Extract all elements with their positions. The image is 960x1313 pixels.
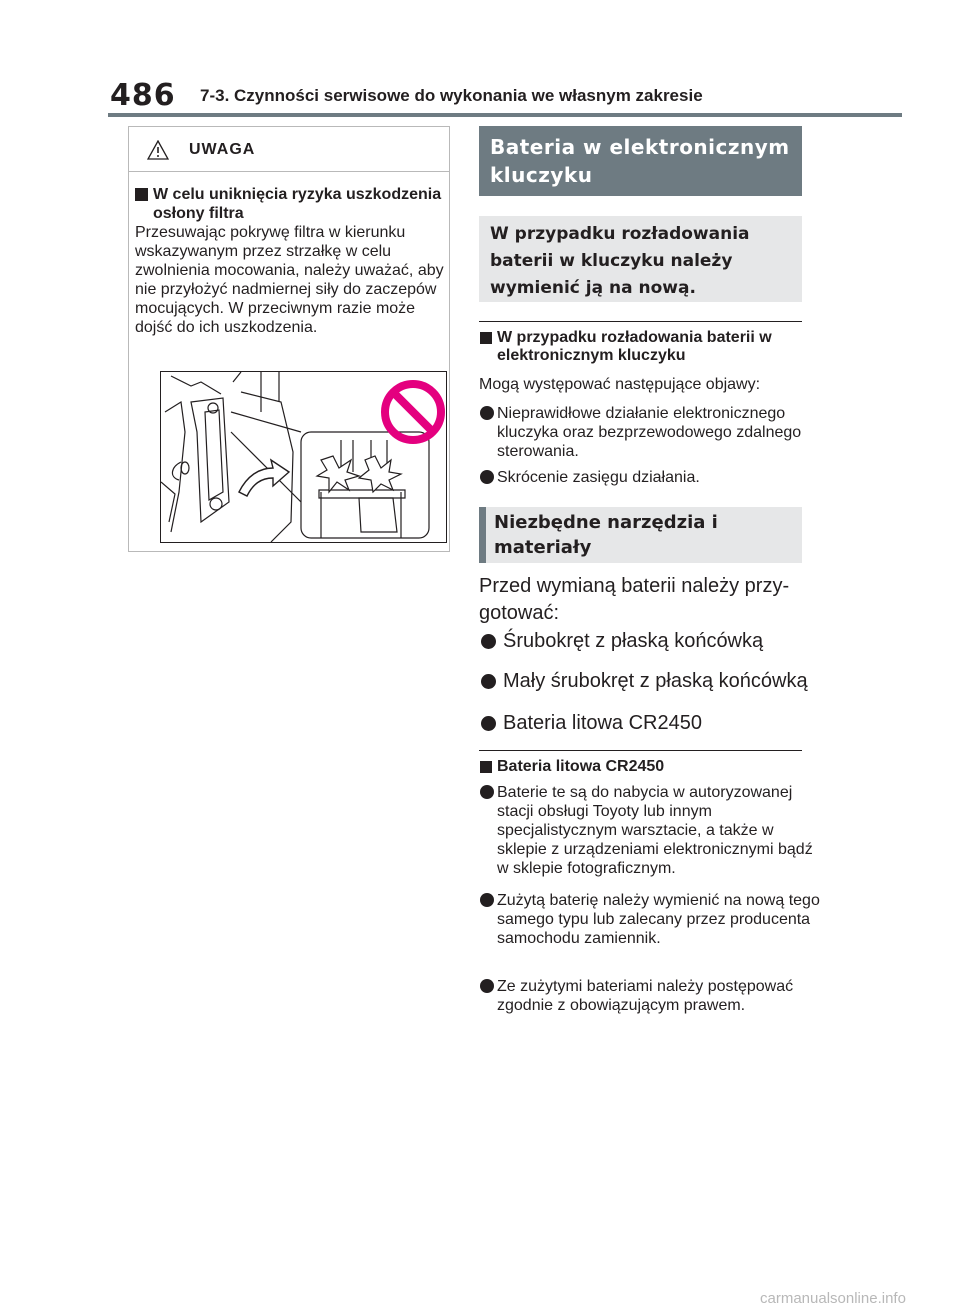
square-bullet-icon <box>135 188 148 201</box>
square-bullet-icon <box>480 761 492 773</box>
section-summary: W przypadku rozładowania baterii w kluczyku należy wymienić ją na nową. <box>479 216 802 302</box>
caution-subheading: W celu uniknięcia ryzyka uszkodzenia osłony filtra <box>135 185 458 223</box>
caution-box <box>128 126 450 552</box>
section-title-tools: Niezbędne narzędzia i materiały <box>479 507 802 563</box>
bullet-dot-icon <box>480 406 494 420</box>
warning-triangle-icon <box>147 140 169 160</box>
bullet-dot-icon <box>480 470 494 484</box>
subheading-discharge: W przypadku rozładowania baterii w elektronicznym kluczyku <box>479 329 820 365</box>
divider-1 <box>479 321 802 322</box>
bullet-dot-icon <box>480 785 494 799</box>
watermark: carmanualsonline.info <box>760 1290 906 1307</box>
list-item: Mały śrubokręt z płaską końcówką <box>479 668 826 695</box>
list-item: Nieprawidłowe działanie elektronicznego kluczyka oraz bezprzewodowego zdalnego sterowania. <box>479 404 820 461</box>
list-item: Zużytą baterię należy wymienić na nową tego samego typu lub zalecany przez producenta samochodu zamiennik. <box>479 891 820 948</box>
page-number: 486 <box>110 78 176 113</box>
bullet-dot-icon <box>481 716 496 731</box>
square-bullet-icon <box>480 332 492 344</box>
section-title-battery: Bateria w elektronicznym kluczyku <box>479 126 802 196</box>
bullet-dot-icon <box>481 674 496 689</box>
list-item: Śrubokręt z płaską końcówką <box>479 628 826 655</box>
filter-cover-illustration <box>160 371 447 543</box>
running-title: 7-3. Czynności serwisowe do wykonania we własnym zakresie <box>200 86 703 105</box>
symptoms-intro: Mogą występować następujące objawy: <box>479 376 761 393</box>
bullet-dot-icon <box>481 634 496 649</box>
list-item: Baterie te są do nabycia w autoryzowanej stacji obsługi Toyoty lub innym specjalistycznym warsztacie, a także w sklepie z urządzeniami elektronicznymi bądź w sklepie fotograficznym. <box>479 783 820 878</box>
list-item: Ze zużytymi bateriami należy postępować zgodnie z obowiązującym prawem. <box>479 977 820 1015</box>
caution-header <box>129 127 449 172</box>
list-item: Skrócenie zasięgu działania. <box>479 468 820 487</box>
caution-label: UWAGA <box>189 141 256 158</box>
filter-cover-drawing <box>161 372 447 543</box>
caution-body: Przesuwając pokrywę filtra w kierunku wskazywanym przez strzałkę w celu zwolnienia mocowania, należy uważać, aby nie przyłożyć nadmiernej siły do zaczepów mocujących. W przeciwnym razie może dojść do ich uszkodzenia. <box>135 224 444 336</box>
list-item: Bateria litowa CR2450 <box>479 710 826 737</box>
divider-2 <box>479 750 802 751</box>
subheading-battery-info: Bateria litowa CR2450 <box>479 758 820 776</box>
bullet-dot-icon <box>480 893 494 907</box>
header-divider <box>108 113 902 117</box>
bullet-dot-icon <box>480 979 494 993</box>
tools-intro: Przed wymianą baterii należy przygotować: <box>479 575 790 624</box>
